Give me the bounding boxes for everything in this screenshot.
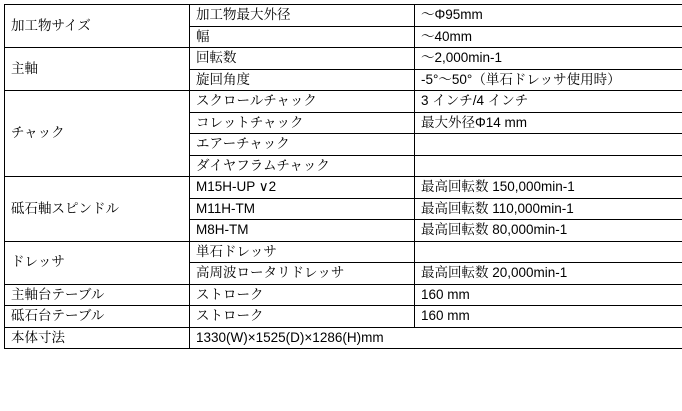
table-row <box>5 327 682 349</box>
category-cell: 加工物サイズ <box>5 5 190 48</box>
table-row <box>5 5 682 27</box>
item-cell: 幅 <box>190 26 415 48</box>
category-cell: 主軸台テーブル <box>5 284 190 306</box>
value-cell: 最高回転数 110,000min-1 <box>415 198 682 220</box>
item-cell: コレットチャック <box>190 112 415 134</box>
specification-table <box>4 4 682 349</box>
table-row <box>5 284 682 306</box>
item-cell: M11H-TM <box>190 198 415 220</box>
value-cell: 160 mm <box>415 284 682 306</box>
value-cell: 3 インチ/4 インチ <box>415 91 682 113</box>
value-cell <box>415 241 682 263</box>
category-cell: 本体寸法 <box>5 327 190 349</box>
value-cell: 最高回転数 20,000min-1 <box>415 263 682 285</box>
value-cell: 最高回転数 150,000min-1 <box>415 177 682 199</box>
item-cell: 加工物最大外径 <box>190 5 415 27</box>
category-cell: チャック <box>5 91 190 177</box>
item-cell: 1330(W)×1525(D)×1286(H)mm <box>190 327 682 349</box>
item-cell: ダイヤフラムチャック <box>190 155 415 177</box>
value-cell: 160 mm <box>415 306 682 328</box>
value-cell: -5°〜50°（単石ドレッサ使用時） <box>415 69 682 91</box>
category-cell: 砥石軸スピンドル <box>5 177 190 242</box>
value-cell: 〜40mm <box>415 26 682 48</box>
table-row <box>5 177 682 199</box>
item-cell: M8H-TM <box>190 220 415 242</box>
item-cell: 高周波ロータリドレッサ <box>190 263 415 285</box>
value-cell: 最高回転数 80,000min-1 <box>415 220 682 242</box>
item-cell: 旋回角度 <box>190 69 415 91</box>
item-cell: エアーチャック <box>190 134 415 156</box>
item-cell: ストローク <box>190 284 415 306</box>
table-body <box>5 5 682 349</box>
category-cell: ドレッサ <box>5 241 190 284</box>
item-cell: スクロールチャック <box>190 91 415 113</box>
item-cell: 単石ドレッサ <box>190 241 415 263</box>
table-row <box>5 48 682 70</box>
table-row <box>5 91 682 113</box>
item-cell: M15H-UP ∨2 <box>190 177 415 199</box>
item-cell: 回転数 <box>190 48 415 70</box>
value-cell <box>415 134 682 156</box>
value-cell: 〜2,000min-1 <box>415 48 682 70</box>
category-cell: 砥石台テーブル <box>5 306 190 328</box>
value-cell: 〜Φ95mm <box>415 5 682 27</box>
value-cell <box>415 155 682 177</box>
table-row <box>5 306 682 328</box>
item-cell: ストローク <box>190 306 415 328</box>
value-cell: 最大外径Φ14 mm <box>415 112 682 134</box>
category-cell: 主軸 <box>5 48 190 91</box>
table-row <box>5 241 682 263</box>
